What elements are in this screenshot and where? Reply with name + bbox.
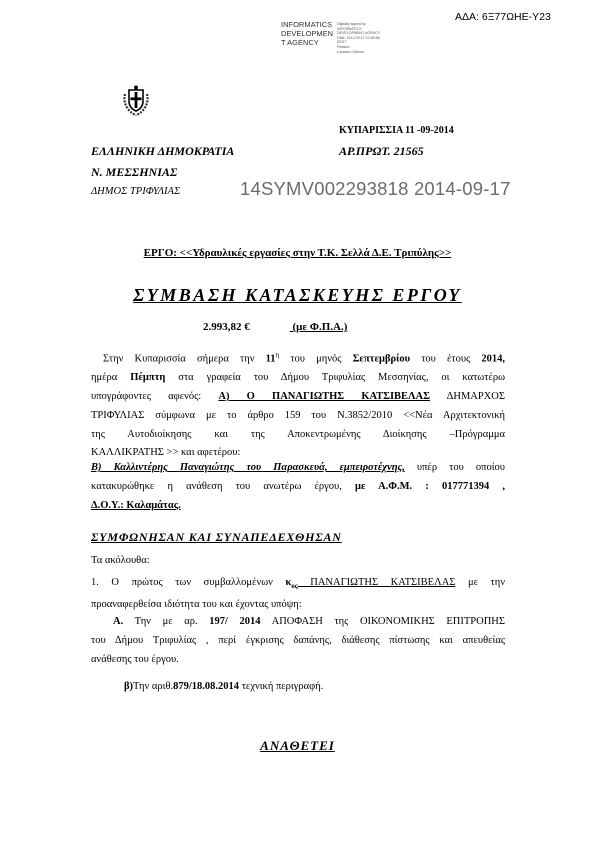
assigns-heading: ΑΝΑΘΕΤΕΙ [260, 738, 335, 753]
signature-detail-line: Date: 2014.09.17 10:56:58 [337, 35, 380, 40]
ada-code: ΑΔΑ: 6Ξ77ΩΗΕ-Υ23 [455, 11, 551, 23]
text-run: ΔΗΜΑΡΧΟΣ [430, 391, 505, 403]
document-watermark-id: 14SYMV002293818 2014-09-17 [240, 178, 511, 199]
text-run: ημέρα [91, 372, 131, 384]
text-run: 1. Ο πρώτος των συμβαλλομένων [91, 577, 286, 588]
item-label: β) [124, 681, 134, 692]
text-run: τεχνική περιγραφή. [239, 681, 324, 692]
contractor-paragraph [91, 459, 505, 515]
signature-agency-name [281, 20, 333, 47]
protocol-number: ΑΡ.ΠΡΩΤ. 21565 [339, 144, 424, 158]
location-date: ΚΥΠΑΡΙΣΣΙΑ 11 -09-2014 [339, 125, 454, 136]
text-run: του έτους [410, 353, 482, 365]
following-label: Τα ακόλουθα: [91, 555, 150, 566]
paragraph-line [91, 369, 505, 388]
party-a-name: Α) Ο ΠΑΝΑΓΙΩΤΗΣ ΚΑΤΣΙΒΕΛΑΣ [218, 391, 431, 403]
paragraph-line [91, 574, 505, 596]
signature-detail-line: INFORMATICS [337, 26, 362, 31]
signature-detail-line: DEVELOPMENT AGENCY [337, 31, 381, 36]
weekday: Πέμπτη [130, 372, 166, 384]
item-label: Α. [113, 616, 124, 627]
signature-agency-line: T AGENCY [281, 38, 319, 47]
paragraph-line: ανάθεσης του έργου. [91, 653, 179, 665]
text-run: με την [455, 577, 505, 588]
municipality-heading: ΔΗΜΟΣ ΤΡΙΦΥΛΙΑΣ [91, 186, 181, 197]
tax-number: με Α.Φ.Μ. : 017771394 , [355, 480, 505, 492]
paragraph-line [91, 613, 505, 632]
amount-value: 2.993,82 € [203, 321, 250, 333]
paragraph-line: ΚΑΛΛΙΚΡΑΤΗΣ >> και αφετέρου: [91, 447, 241, 459]
year: 2014, [481, 353, 505, 365]
document-title: ΣΥΜΒΑΣΗ ΚΑΤΑΣΚΕΥΗΣ ΕΡΓΟΥ [133, 285, 462, 305]
text-run: Στην Κυπαρισσία σήμερα την [103, 353, 266, 365]
project-line: ΕΡΓΟ: <<Υδραυλικές εργασίες στην Τ.Κ. Σελλά Δ.Ε. Τριπύλης>> [143, 247, 452, 259]
ordinal-suffix: η [275, 351, 280, 359]
day-number: 11 [265, 353, 276, 365]
amount-vat-note: (με Φ.Π.Α.) [292, 321, 348, 333]
signature-detail-line: Reason: [337, 44, 351, 49]
text-run: του μηνός [279, 353, 353, 365]
signature-agency-line: DEVELOPMEN [281, 29, 334, 38]
signature-detail-line: EEST [337, 40, 347, 45]
paragraph-line: προαναφερθείσα ιδιότητα του και έχοντας υπόψη: [91, 598, 302, 610]
paragraph-line: της Αυτοδιοίκησης και της Αποκεντρωμένης Διοίκησης –Πρόγραμμα [91, 428, 505, 440]
text-run: στα γραφεία του Δήμου Τριφυλίας Μεσσηνίας, οι κατωτέρω [165, 372, 505, 384]
decision-number: 197/ 2014 [209, 616, 261, 627]
text-run: Την με αρ. [123, 616, 210, 627]
signature-detail-line: Location: Athens [337, 49, 364, 54]
paragraph-line: του Δήμου Τριφυλίας , περί έγκρισης δαπάνης, διάθεσης πίστωσης και απευθείας [91, 634, 505, 646]
title-abbrev-suffix: ος [291, 582, 298, 591]
prefecture-heading: Ν. ΜΕΣΣΗΝΙΑΣ [91, 165, 178, 179]
paragraph-line [91, 459, 505, 478]
item-1-paragraph [91, 574, 505, 615]
party-b-name: Β) Καλλιντέρης Παναγιώτης του Παρασκευά, εμπειροτέχνης, [91, 462, 405, 473]
greek-coat-of-arms-icon [122, 84, 150, 116]
paragraph-line [91, 346, 505, 369]
paragraph-line [91, 478, 505, 497]
item-1a-paragraph [91, 613, 505, 669]
agreed-heading: ΣΥΜΦΩΝΗΣΑΝ ΚΑΙ ΣΥΝΑΠΕΔΕΧΘΗΣΑΝ [91, 530, 342, 544]
contract-intro-paragraph [91, 346, 505, 463]
description-number: 879/18.08.2014 [173, 681, 240, 692]
title-abbrev: κ [285, 577, 292, 588]
item-1b-line [124, 681, 323, 692]
contract-amount [163, 321, 347, 333]
text-run: κατακυρώθηκε η ανάθεση του ανωτέρω έργου, [91, 480, 356, 492]
mayor-name: ΠΑΝΑΓΙΩΤΗΣ ΚΑΤΣΙΒΕΛΑΣ [297, 577, 456, 588]
republic-heading: ΕΛΛΗΝΙΚΗ ΔΗΜΟΚΡΑΤΙΑ [91, 144, 235, 158]
signature-agency-line: INFORMATICS [281, 20, 333, 29]
text-run: υπογράφοντες αφενός: [91, 391, 219, 403]
text-run: ΑΠΟΦΑΣΗ της ΟΙΚΟΝΟΜΙΚΗΣ ΕΠΙΤΡΟΠΗΣ [260, 616, 506, 627]
signature-detail-line: Digitally signed by [337, 22, 366, 26]
paragraph-line [91, 388, 505, 407]
tax-office: Δ.Ο.Υ.: Καλαμάτας. [91, 499, 181, 511]
text-run: υπέρ του οποίου [404, 462, 505, 473]
month-name: Σεπτεμβρίου [352, 353, 411, 365]
text-run: Την αριθ. [133, 681, 174, 692]
paragraph-line: ΤΡΙΦΥΛΙΑΣ σύμφωνα με το άρθρο 159 του Ν.3852/2010 <<Νέα Αρχιτεκτονική [91, 409, 505, 421]
signature-details [337, 22, 380, 54]
